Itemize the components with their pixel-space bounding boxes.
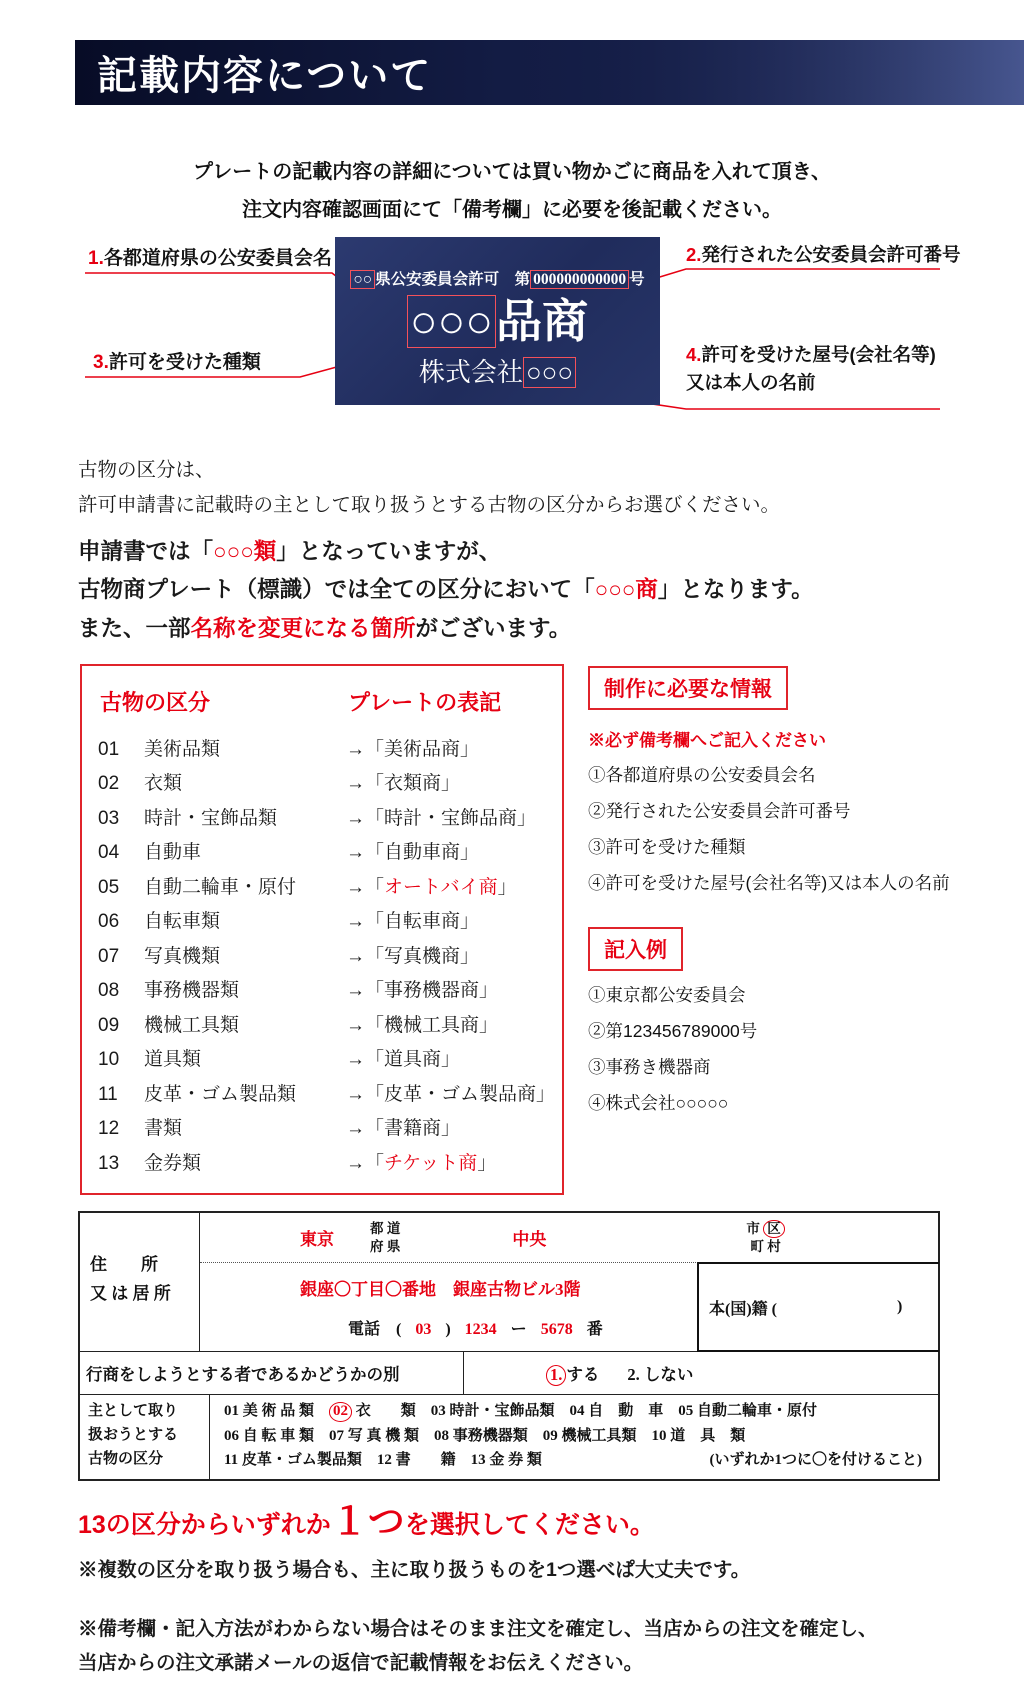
table-row: 08 事務機器類 →「事務機器商」 xyxy=(98,980,499,1002)
para2-line2: 古物商プレート（標識）では全ての区分において「○○○商」となります。 xyxy=(78,577,814,603)
list-item: ③事務き機器商 xyxy=(588,1056,711,1077)
application-form-sample xyxy=(78,1211,940,1480)
page-title-bar xyxy=(75,40,1024,105)
category-selection-options xyxy=(210,1395,938,1478)
plate-main-line xyxy=(335,293,660,351)
annotation-4-text-2: 又は本人の名前 xyxy=(686,371,816,393)
plate-company-line xyxy=(335,352,660,389)
category-line-3: 11 皮革・ゴム製品類 12 書 籍 13 金 券 類 (いずれか1つに〇を付けること) xyxy=(224,1452,922,1469)
plate-permit-suffix: 号 xyxy=(629,271,645,288)
category-table-headers xyxy=(100,686,552,717)
select-one-heading: 13の区分からいずれか １つ を選択してください。 xyxy=(78,1500,655,1542)
para1-line2: 許可申請書に記載時の主として取り扱うとする古物の区分からお選びください。 xyxy=(78,494,781,517)
plate-company-placeholder: ○○○ xyxy=(523,357,576,388)
required-info-title: 制作に必要な情報 xyxy=(588,666,788,710)
example-list xyxy=(588,982,962,1115)
city-unit: 市 区 町 村 xyxy=(746,1220,784,1255)
peddler-row xyxy=(80,1352,938,1395)
table-row: 06 自転車類 →「自転車商」 xyxy=(98,911,480,933)
registry-cell: 本(国)籍 ( ) xyxy=(697,1262,939,1352)
footer-note-2: ※備考欄・記入方法がわからない場合はそのまま注文を確定し、当店からの注文を確定し、 当店からの注文承諾メールの返信で記載情報をお伝えください。 xyxy=(78,1617,878,1674)
list-item: ②発行された公安委員会許可番号 xyxy=(588,800,851,821)
table-row: 11 皮革・ゴム製品類 →「皮革・ゴム製品商」 xyxy=(98,1083,556,1105)
two-column-area xyxy=(80,664,1024,1196)
table-row: 04 自動車 →「自動車商」 xyxy=(98,842,480,864)
table-row: 09 機械工具類 →「機械工具商」 xyxy=(98,1014,499,1036)
list-item: ③許可を受けた種類 xyxy=(588,836,746,857)
para2-line3: また、一部名称を変更になる箇所がございます。 xyxy=(78,615,572,641)
header-category: 古物の区分 xyxy=(100,689,211,715)
remarks-note: ※必ず備考欄へご記入ください xyxy=(588,730,826,750)
list-item: ④株式会社○○○○○ xyxy=(588,1092,729,1113)
table-row: 12 書類 →「書籍商」 xyxy=(98,1118,461,1140)
footer-notes xyxy=(78,1500,1024,1680)
address-label-cell: 住 所 又 は 居 所 xyxy=(80,1213,200,1351)
city-value: 中央 xyxy=(512,1230,547,1250)
list-item: ①東京都公安委員会 xyxy=(588,984,746,1005)
street-line: 銀座〇丁目〇番地 銀座古物ビル3階 xyxy=(300,1280,581,1300)
header-plate-notation: プレートの表記 xyxy=(348,689,502,715)
example-title: 記入例 xyxy=(588,927,683,971)
plate-annotation-3 xyxy=(93,347,261,374)
naming-note-paragraph xyxy=(78,533,1024,648)
category-selection-label: 主として取り 扱おうとする 古物の区分 xyxy=(80,1395,210,1478)
table-row: 05 自動二輪車・原付 →「オートバイ商」 xyxy=(98,876,517,898)
circled-02: 02 xyxy=(329,1402,352,1421)
intro-line-1: プレートの記載内容の詳細については買い物かごに商品を入れて頂き、 xyxy=(193,161,831,183)
table-row: 02 衣類 →「衣類商」 xyxy=(98,773,461,795)
peddler-options: 1. する 2. しない xyxy=(464,1361,693,1386)
plate-company-prefix: 株式会社 xyxy=(418,357,523,387)
intro-line-2: 注文内容確認画面にて「備考欄」に必要を後記載ください。 xyxy=(242,199,782,221)
page xyxy=(0,40,1024,1691)
plate-permit-number: 000000000000 xyxy=(530,270,629,289)
annotation-4-text: 許可を受けた屋号(会社名等) xyxy=(701,344,936,365)
table-row: 10 道具類 →「道具商」 xyxy=(98,1049,461,1071)
info-column xyxy=(588,664,962,1196)
prefecture-value: 東京 xyxy=(300,1230,334,1250)
annotation-2-text: 発行された公安委員会許可番号 xyxy=(701,244,961,265)
list-item: ②第123456789000号 xyxy=(588,1020,758,1041)
plate-permit-text: 県公安委員会許可 第 xyxy=(375,271,531,288)
plate-diagram xyxy=(0,235,1024,427)
annotation-1-text: 各都道府県の公安委員会名 xyxy=(103,248,332,269)
prefecture-unit: 都 道 府 県 xyxy=(370,1221,401,1254)
annotation-3-text: 許可を受けた種類 xyxy=(108,352,261,373)
table-row: 03 時計・宝飾品類 →「時計・宝飾品商」 xyxy=(98,807,537,829)
address-row xyxy=(80,1213,938,1352)
phone-line: 電話 ( 03 ) 1234 ー 5678 番 xyxy=(348,1321,603,1339)
category-table xyxy=(80,664,564,1196)
required-info-list xyxy=(588,762,962,895)
list-item: ④許可を受けた屋号(会社名等)又は本人の名前 xyxy=(588,872,950,893)
page-title: 記載内容について xyxy=(97,54,433,98)
table-row: 13 金券類 →「チケット商」 xyxy=(98,1152,497,1174)
category-line-1: 01 美 術 品 類 02 衣 類 03 時計・宝飾品類 04 自 動 車 05 自動二輪車・原付 xyxy=(224,1399,926,1423)
plate-prefecture-placeholder: ○○ xyxy=(350,270,375,289)
plate-main-suffix: 品商 xyxy=(496,296,589,347)
prefecture-line xyxy=(200,1213,938,1263)
table-row: 07 写真機類 →「写真機商」 xyxy=(98,945,480,967)
plate-sample xyxy=(335,237,660,405)
category-selection-row xyxy=(80,1395,938,1478)
plate-permit-line xyxy=(335,267,660,289)
annotation-2-number: 2. xyxy=(686,244,702,265)
annotation-1-number: 1. xyxy=(88,248,104,269)
category-line-2: 06 自 転 車 類 07 写 真 機 類 08 事務機器類 09 機械工具類 10 道 具 類 xyxy=(224,1427,746,1444)
plate-type-placeholder: ○○○ xyxy=(407,295,496,348)
plate-annotation-2 xyxy=(686,241,960,267)
plate-annotation-1 xyxy=(88,243,332,270)
para1-line1: 古物の区分は、 xyxy=(78,459,215,481)
peddler-label: 行商をしようとする者であるかどうかの別 xyxy=(80,1352,464,1394)
circled-option-1: 1. xyxy=(546,1365,566,1386)
plate-annotation-4 xyxy=(686,341,936,397)
category-intro-paragraph xyxy=(78,453,1024,523)
circled-ku: 区 xyxy=(763,1220,785,1238)
table-row: 01 美術品類 →「美術品商」 xyxy=(98,738,480,760)
para2-line1: 申請書では「○○○類」となっていますが、 xyxy=(78,539,502,565)
list-item: ①各都道府県の公安委員会名 xyxy=(588,764,816,785)
annotation-4-number: 4. xyxy=(686,344,702,365)
annotation-3-number: 3. xyxy=(93,352,109,373)
intro-text xyxy=(0,153,1024,229)
footer-note-1: ※複数の区分を取り扱う場合も、主に取り扱うものを1つ選べぱ大丈夫です。 xyxy=(78,1558,751,1581)
